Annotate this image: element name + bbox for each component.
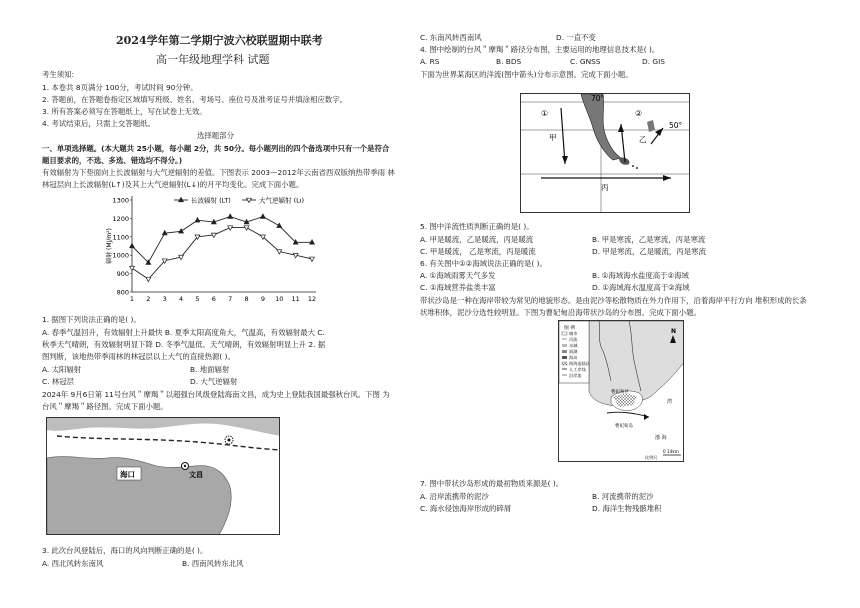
legend-label: 长波辐射 (LT) xyxy=(191,196,231,205)
legend-item: 城市 xyxy=(569,331,578,336)
section-title: 选择题部分 xyxy=(197,131,234,140)
x-tick-label: 12 xyxy=(307,295,317,303)
q4-option-b: B. BDS xyxy=(496,57,522,66)
legend-item: 人工岸线 xyxy=(569,367,586,372)
q3-option-b: B. 西南风转东北风 xyxy=(182,559,244,568)
x-tick-label: 3 xyxy=(162,295,167,303)
x-tick-label: 10 xyxy=(275,295,284,303)
q4-stem: 4. 图中绘制的台风＂摩羯＂路径分布图，主要运用的地理信息技术是( )。 xyxy=(420,45,660,54)
q2-option-a: A. 太阳辐射 xyxy=(42,365,82,374)
q5-option-d: D. 甲是寒流，乙是暖流，丙是寒流 xyxy=(592,247,706,256)
q1-stem: 1. 据图下列说法正确的是( )。 xyxy=(42,315,141,324)
notice-item: 2. 答题前，在答题卷指定区域填写班级、姓名、考场号、座位号及准考证号并填涂相应数字。 xyxy=(42,95,348,104)
data-point xyxy=(277,223,282,227)
q6-option-b: B. ①海域海水盐度高于②海域 xyxy=(592,271,689,280)
q2-stem: 图判断，该地热带季雨林的林冠层以上大气的直接热源( )。 xyxy=(42,352,235,361)
current-bing-label: 丙 xyxy=(601,183,609,192)
y-tick-label: 900 xyxy=(116,270,129,279)
y-tick-label: 1300 xyxy=(112,196,129,205)
legend-item: 沿岸流 xyxy=(569,373,582,378)
notice-item: 1. 本卷共 8页满分 100分，考试时间 90分钟。 xyxy=(42,83,198,92)
exam-subtitle: 高一年级地理学科 试题 xyxy=(156,53,270,66)
series-line-0 xyxy=(132,217,312,263)
intro-radiation: 有效辐射为下垫面向上长波辐射与大气逆辐射的差值。下图表示 2003—2012年云南省西双版纳热带季雨 林 xyxy=(42,168,395,177)
data-point xyxy=(179,229,184,233)
scale-value: 0 14km xyxy=(663,449,679,454)
x-tick-label: 6 xyxy=(211,295,216,303)
q6-option-c: C. ①海域营养盐类丰富 xyxy=(420,283,496,292)
q5-option-c: C. 甲是暖流， 乙是寒流，丙是暖流 xyxy=(420,247,536,256)
q7-option-a: A. 沿岸流携带的泥沙 xyxy=(420,492,489,501)
legend-item: 潟湖 xyxy=(569,349,578,354)
legend-item: 水域 xyxy=(569,343,578,348)
typhoon-path-map xyxy=(46,417,280,535)
legend-title: 图 例 xyxy=(564,326,576,331)
notice-item: 3. 所有答案必须写在答题纸上，写在试卷上无效。 xyxy=(42,107,207,116)
q4-option-a: A. RS xyxy=(420,57,440,66)
x-tick-label: 1 xyxy=(129,295,135,303)
city-wenchang-label: 文昌 xyxy=(189,471,203,479)
ocean-current-map xyxy=(520,93,690,213)
radiation-line-chart xyxy=(102,192,322,310)
q5-option-a: A. 甲是暖流，乙是暖流，丙是暖流 xyxy=(420,235,534,244)
y-axis-label: 辐射 (MJ/m²) xyxy=(106,228,113,264)
q3-stem: 3. 此次台风登陆后，海口的风向判断正确的是( )。 xyxy=(42,546,208,555)
sea-bohai-label: 渤 海 xyxy=(655,435,667,441)
data-point xyxy=(261,214,266,218)
spit-island-map xyxy=(558,320,684,462)
q3-option-a: A. 西北风转东南风 xyxy=(42,559,104,568)
x-tick-label: 11 xyxy=(291,295,300,303)
y-tick-label: 1000 xyxy=(112,251,129,260)
lat-50-label: 50° xyxy=(669,121,683,130)
legend-item: 围海造陆区 xyxy=(569,361,590,366)
city-haikou-label: 海口 xyxy=(120,470,135,479)
y-tick-label: 800 xyxy=(116,288,129,297)
section-instruction: 一、单项选择题。(本大题共 25小题，每小题 2分，共 50分。每小题列出的四个备选项中只有一个是符合 xyxy=(42,144,390,153)
legend-item: 河流 xyxy=(569,337,578,342)
q6-option-a: A. ①海域雨雾天气多发 xyxy=(420,271,496,280)
q4-option-d: D. GIS xyxy=(642,57,665,66)
scale-label: 比例尺 xyxy=(645,455,658,460)
place-caofeidian-island: 曹妃甸岛 xyxy=(615,424,633,429)
q5-stem: 5. 图中洋流性质判断正确的是( )。 xyxy=(420,222,534,231)
data-point xyxy=(310,257,315,261)
q6-stem: 6. 有关图中①②海域说法正确的是( )。 xyxy=(420,259,547,268)
x-tick-label: 8 xyxy=(244,295,249,303)
x-tick-label: 9 xyxy=(260,295,265,303)
x-tick-label: 4 xyxy=(179,295,184,303)
section-instruction-cont: 题目要求的，不选、多选、错选均不得分。) xyxy=(42,156,183,165)
q7-stem: 7. 图中带状沙岛形成的最初物质来源是( )。 xyxy=(420,479,564,488)
x-tick-label: 2 xyxy=(146,295,151,303)
data-point xyxy=(130,243,135,247)
bay-label: 湾 xyxy=(667,399,673,405)
q1-text: 秋季天气晴朗，有效辐射明显下降 D. 冬季气温低、天气晴朗，有效辐射明显上升 2. 据 xyxy=(42,340,326,349)
q6-option-d: D. ①海域海水温度高于②海域 xyxy=(592,283,690,292)
intro-radiation-cont: 林冠层向上长波辐射(L↑)及其上大气逆辐射(L↓)的月平均变化。完成下面小题。 xyxy=(42,180,304,189)
q7-option-d: D. 海洋生物残骸堆积 xyxy=(592,504,662,513)
lat-70-label: 70° xyxy=(591,94,605,103)
q2-option-b: B. 地面辐射 xyxy=(190,365,230,374)
q3-option-c: C. 东南风转西南风 xyxy=(420,33,482,42)
q2-option-d: D. 大气逆辐射 xyxy=(190,377,238,386)
sea-area-1-label: ① xyxy=(541,109,549,118)
q7-option-b: B. 河流携带的泥沙 xyxy=(592,492,654,501)
spit-intro: 带状沙岛是一种在海岸带较为常见的地貌形态。是由泥沙等松散物质在外力作用下，沿着海岸平行方向 堆积形成的长条 xyxy=(420,296,807,305)
data-point xyxy=(195,218,200,222)
y-tick-label: 1100 xyxy=(112,233,129,242)
legend-item: 海岛 xyxy=(569,355,578,360)
y-tick-label: 1200 xyxy=(112,214,129,223)
current-yi-label: 乙 xyxy=(639,135,647,144)
data-point xyxy=(146,277,151,281)
q4-option-c: C. GNSS xyxy=(570,57,601,66)
legend-label: 大气逆辐射 (Lı) xyxy=(259,196,305,205)
typhoon-intro: 2024年 9月6日第 11号台风＂摩羯＂以超强台风级登陆海南文昌，成为史上登陆我国最强秋台风。下图 为 xyxy=(42,390,390,399)
notice-heading: 考生须知: xyxy=(42,70,75,79)
q3-option-d: D. 一直不变 xyxy=(556,33,596,42)
notice-item: 4. 考试结束后，只需上交答题纸。 xyxy=(42,119,155,128)
q2-option-c: C. 林冠层 xyxy=(42,377,75,386)
data-point xyxy=(130,266,135,270)
ocean-intro: 下面为世界某海区的洋流(图中箭头)分布示意图。完成下面小题。 xyxy=(420,70,633,79)
x-tick-label: 7 xyxy=(228,295,233,303)
q7-option-c: C. 海水侵蚀海岸形成的碎屑 xyxy=(420,504,512,513)
north-arrow-label: N xyxy=(671,328,677,335)
series-line-1 xyxy=(132,228,312,280)
place-caofeidian-district: 曹妃甸区 xyxy=(611,390,629,395)
current-jia-label: 甲 xyxy=(549,133,557,142)
typhoon-intro-cont: 台风＂摩羯＂路径图。完成下面小题。 xyxy=(42,402,168,411)
sea-area-2-label: ② xyxy=(635,109,643,118)
spit-intro-cont: 状堆积体，泥沙分选性较明显。下图为曹妃甸沿海带状沙岛的分布图。完成下面小题。 xyxy=(420,308,701,317)
exam-title: 2024学年第二学期宁波六校联盟期中联考 xyxy=(116,34,323,47)
q1-text: A. 春季气温回升，有效辐射上升最快 B. 夏季太阳高度角大，气温高，有效辐射最大 C. xyxy=(42,328,325,337)
x-tick-label: 5 xyxy=(195,295,200,303)
data-point xyxy=(228,214,233,218)
q5-option-b: B. 甲是寒流，乙是寒流，丙是寒流 xyxy=(592,235,706,244)
